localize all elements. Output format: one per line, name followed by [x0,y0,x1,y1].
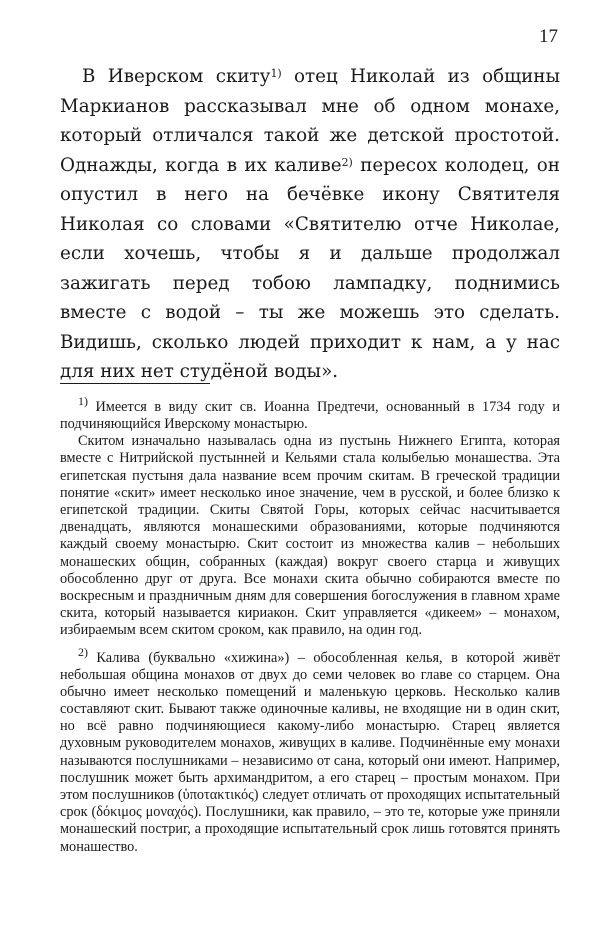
footnote-ref-2: 2) [341,155,353,169]
main-text-part-3: пересох колодец, он опустил в него на бечёвке икону Святителя Николая со словами «Святителю отче Николае, если хочешь, чтобы я и дальше продолжал зажигать перед тобою лампадку, поднимись вместе с водой – ты же можешь это сделать. Видишь, сколько людей приходит к нам, а у нас для них нет студёной воды». [60,154,560,382]
footnote-ref-1: 1) [270,67,282,81]
main-paragraph [60,62,560,387]
footnote-1-text: Имеется в виду скит св. Иоанна Предтечи, основанный в 1734 году и подчиняющийся Иверскому монастырю. [60,398,560,432]
footnote-2-marker: 2) [78,644,88,659]
footnote-2-text: Калива (буквально «хижина») – обособленная келья, в которой живёт небольшая община монахов от двух до семи человек во главе со старцем. Она обычно имеет несколько помещений и маленькую церковь. Несколько калив составляют скит. Бывают также одиночные каливы, не входящие ни в один скит, но всё равно подчиняющиеся какому-либо монастырю. Старец является духовным руководителем монахов, живущих в каливе. Подчинённые ему монахи называются послушниками – независимо от сана, который они имеют. Например, послушник может быть архимандритом, а его старец – простым монахом. При этом послушников (ὑποτακτικός) следует отличать от проходящих испытательный срок (δόκιμος μοναχός). Послушники, как правило, – это те, которые уже приняли монашеский постриг, а проходящие испытательный срок лишь готовятся принять монашество. [60,649,560,855]
footnote-1 [60,393,560,433]
main-text-part-1: В Иверском скиту [82,66,271,87]
footnote-2 [60,644,560,856]
footnote-divider [60,383,210,384]
footnote-1-marker: 1) [78,394,88,408]
page-number: 17 [539,26,558,47]
footnote-1-continuation: Скитом изначально называлась одна из пустынь Нижнего Египта, которая вместе с Нитрийской пустынней и Кельями стала колыбелью монашества. Эта египетская пустыня дала название всем прочим скитам. В греческой традиции понятие «скит» имеет несколько иное значение, чем в русской, и более близко к египетской традиции. Скиты Святой Горы, которых сейчас насчитывается двенадцать, являются монашескими образованиями, которые подчиняются каждый своему монастырю. Скит состоит из множества калив – небольших монашеских общин, собранных (каждая) вокруг своего старца и живущих обособленно друг от друга. Все монахи скита обычно собираются вместе по воскресным и праздничным дням для совершения богослужения в главном храме скита, который называется кириакон. Скит управляется «дикеем» – монахом, избираемым всем скитом сроком, как правило, на один год. [60,433,560,639]
main-text-part-2: отец Николай из общины Маркианов рассказывал мне об одном монахе, который отличался такой же детской простотой. Однажды, когда в их каливе [60,66,561,176]
footnotes-section [60,393,560,856]
